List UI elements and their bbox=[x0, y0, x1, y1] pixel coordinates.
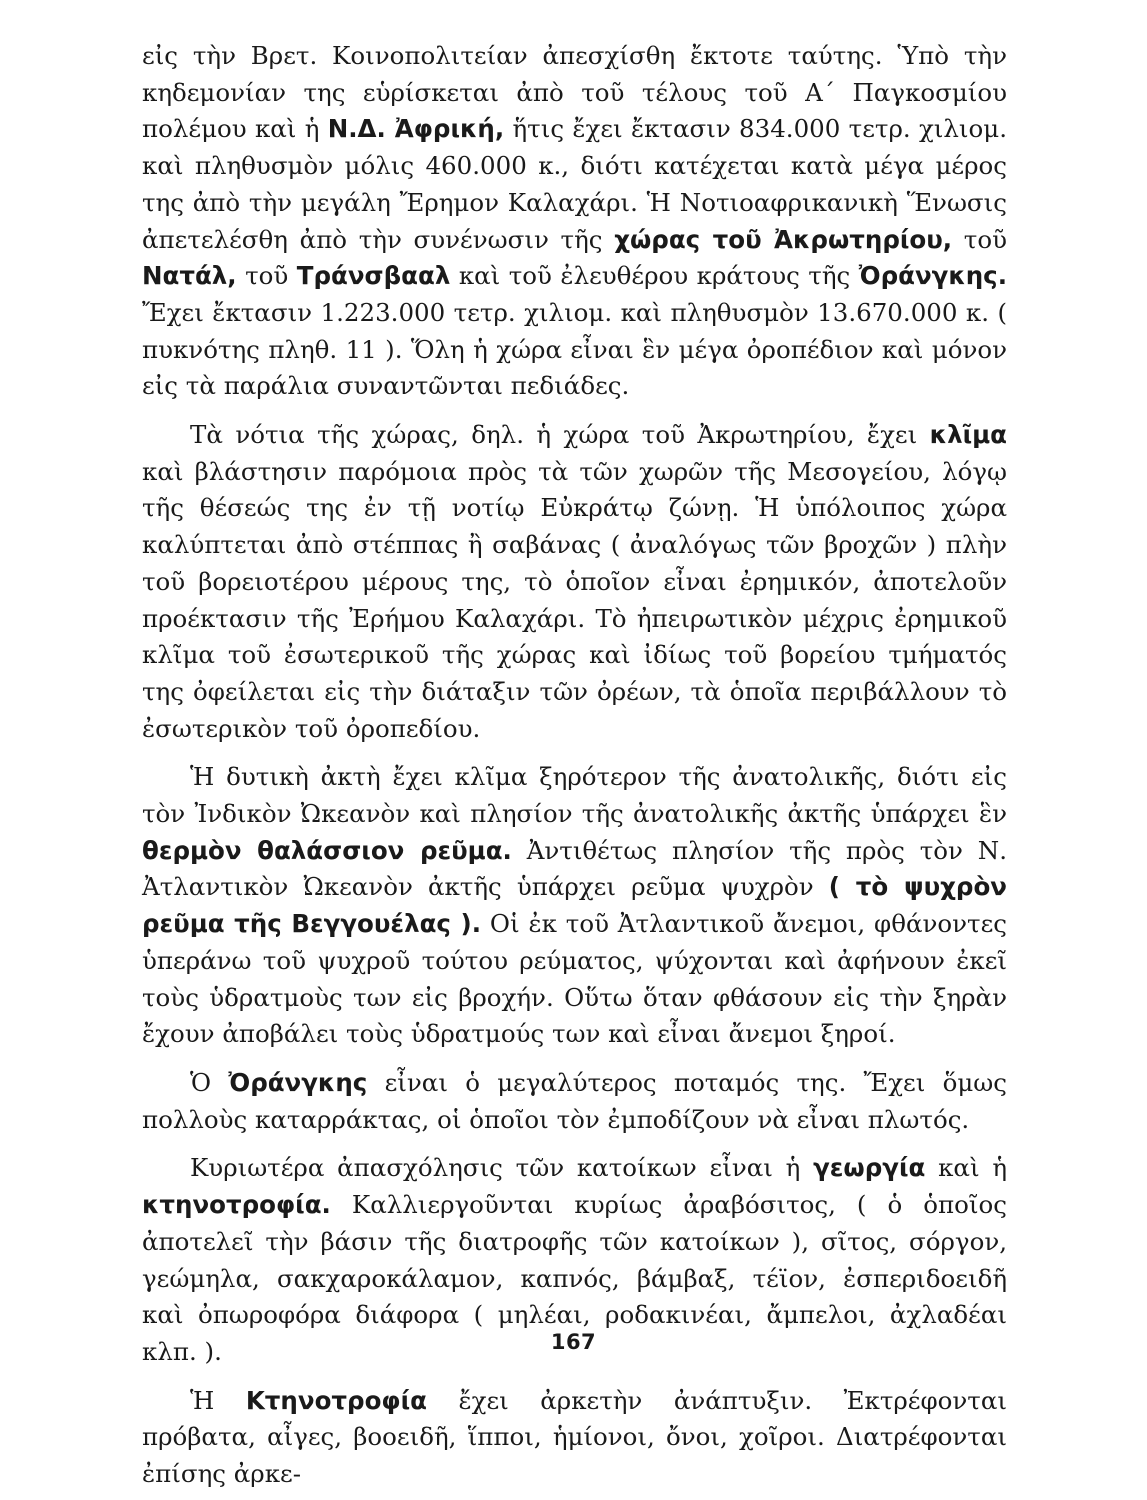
text-run: Καλλιεργοῦνται κυρίως ἀραβόσιτος, ( ὁ ὁποῖος ἀποτελεῖ τὴν βάσιν τῆς διατροφῆς τῶν κατοίκων ), σῖτος, σόργον, γεώμηλα, σακχαροκάλαμον, καπνός, βάμβαξ, τέϊον, ἐσπεριδοειδῆ καὶ ὀπωροφόρα διάφορα ( μηλέαι, ροδακινέαι, ἄμπελοι, ἀχλαδέαι κλπ. ). bbox=[142, 1190, 1007, 1366]
paragraph bbox=[142, 759, 1007, 1053]
bold-text-run: Ὀράνγκης bbox=[228, 1067, 368, 1097]
bold-text-run: κλῖμα bbox=[929, 420, 1007, 450]
bold-text-run: θερμὸν θαλάσσιον ρεῦμα. bbox=[142, 835, 512, 865]
paragraph bbox=[142, 1383, 1007, 1493]
body-text bbox=[142, 38, 1007, 1493]
bold-text-run: ( τὸ ψυχρὸν ρεῦμα τῆς Βεγγουέλας ). bbox=[142, 872, 1007, 939]
paragraph bbox=[142, 1065, 1007, 1138]
paragraph bbox=[142, 417, 1007, 747]
bold-text-run: χώρας τοῦ Ἀκρωτηρίου, bbox=[614, 224, 953, 254]
text-run: εἶναι ὁ μεγαλύτερος ποταμός της. Ἔχει ὅμως πολλοὺς καταρράκτας, οἱ ὁποῖοι τὸν ἐμποδίζουν νὰ εἶναι πλωτός. bbox=[142, 1067, 1008, 1134]
bold-text-run: κτηνοτροφία. bbox=[142, 1190, 331, 1220]
text-run: Ὁ bbox=[190, 1067, 229, 1097]
text-run: Κυριωτέρα ἀπασχόλησις τῶν κατοίκων εἶναι ἡ bbox=[190, 1153, 814, 1183]
text-run: Ἡ δυτικὴ ἀκτὴ ἔχει κλῖμα ξηρότερον τῆς ἀνατολικῆς, διότι εἰς τὸν Ἰνδικὸν Ὠκεανὸν καὶ πλησίον τῆς ἀνατολικῆς ἀκτῆς ὑπάρχει ἓν bbox=[142, 762, 1007, 829]
page-number: 167 bbox=[550, 1330, 597, 1354]
text-run: Ἀντιθέτως πλησίον τῆς πρὸς τὸν Ν. Ἀτλαντικὸν Ὠκεανὸν ἀκτῆς ὑπάρχει ρεῦμα ψυχρὸν bbox=[142, 835, 1007, 902]
bold-text-run: Κτηνοτροφία bbox=[245, 1385, 427, 1415]
text-run: Ἔχει ἔκτασιν 1.223.000 τετρ. χιλιομ. καὶ πληθυσμὸν 13.670.000 κ. ( πυκνότης πληθ. 11 ). Ὅλη ἡ χώρα εἶναι ἓν μέγα ὀροπέδιον καὶ μόνον εἰς τὰ παράλια συναντῶνται πεδιάδες. bbox=[142, 297, 1007, 401]
text-run: καὶ τοῦ ἐλευθέρου κράτους τῆς bbox=[450, 261, 859, 291]
text-run: ἔχει ἀρκετὴν ἀνάπτυξιν. Ἐκτρέφονται πρόβατα, αἶγες, βοοειδῆ, ἵπποι, ἡμίονοι, ὄνοι, χοῖροι. Διατρέφονται ἐπίσης ἀρκε- bbox=[142, 1385, 1007, 1489]
text-run: τοῦ bbox=[236, 261, 297, 291]
bold-text-run: Νατάλ, bbox=[142, 261, 237, 291]
text-run: Ἡ bbox=[190, 1385, 246, 1415]
text-run: ἥτις ἔχει ἔκτασιν 834.000 τετρ. χιλιομ. καὶ πληθυσμὸν μόλις 460.000 κ., διότι κατέχεται κατὰ μέγα μέρος της ἀπὸ τὴν μεγάλη Ἔρημον Καλαχάρι. Ἡ Νοτιοαφρικανικὴ Ἕνωσις ἀπετελέσθη ἀπὸ τὴν συνένωσιν τῆς bbox=[142, 114, 1007, 254]
bold-text-run: Ν.Δ. Ἀφρική, bbox=[327, 114, 505, 144]
text-run: καὶ βλάστησιν παρόμοια πρὸς τὰ τῶν χωρῶν τῆς Μεσογείου, λόγῳ τῆς θέσεώς της ἐν τῇ νοτίῳ Εὐκράτῳ ζώνῃ. Ἡ ὑπόλοιπος χώρα καλύπτεται ἀπὸ στέππας ἢ σαβάνας ( ἀναλόγως τῶν βροχῶν ) πλὴν τοῦ βορειοτέρου μέρους της, τὸ ὁποῖον εἶναι ἐρημικόν, ἀποτελοῦν προέκτασιν τῆς Ἐρήμου Καλαχάρι. Τὸ ἠπειρωτικὸν μέχρις ἐρημικοῦ κλῖμα τοῦ ἐσωτερικοῦ τῆς χώρας καὶ ἰδίως τοῦ βορείου τμήματός της ὀφείλεται εἰς τὴν διάταξιν τῶν ὀρέων, τὰ ὁποῖα περιβάλλουν τὸ ἐσωτερικὸν τοῦ ὀροπεδίου. bbox=[142, 456, 1007, 743]
text-run: τοῦ bbox=[952, 224, 1007, 254]
text-run: Τὰ νότια τῆς χώρας, δηλ. ἡ χώρα τοῦ Ἀκρωτηρίου, ἔχει bbox=[190, 420, 930, 450]
paragraph bbox=[142, 38, 1007, 405]
bold-text-run: Ὀράνγκης. bbox=[858, 261, 1008, 291]
bold-text-run: γεωργία bbox=[813, 1153, 926, 1183]
text-run: εἰς τὴν Βρετ. Κοινοπολιτείαν ἀπεσχίσθη ἔκτοτε ταύτης. Ὑπὸ τὴν κηδεμονίαν της εὑρίσκεται ἀπὸ τοῦ τέλους τοῦ Α΄ Παγκοσμίου πολέμου καὶ ἡ bbox=[142, 41, 1007, 144]
text-run: καὶ ἡ bbox=[925, 1153, 1008, 1183]
bold-text-run: Τράνσβααλ bbox=[296, 261, 451, 291]
text-run: Οἱ ἐκ τοῦ Ἀτλαντικοῦ ἄνεμοι, φθάνοντες ὑπεράνω τοῦ ψυχροῦ τούτου ρεύματος, ψύχονται καὶ ἀφήνουν ἐκεῖ τοὺς ὑδρατμοὺς των εἰς βροχήν. Οὕτω ὅταν φθάσουν εἰς τὴν ξηρὰν ἔχουν ἀποβάλει τοὺς ὑδρατμούς των καὶ εἶναι ἄνεμοι ξηροί. bbox=[142, 909, 1008, 1049]
